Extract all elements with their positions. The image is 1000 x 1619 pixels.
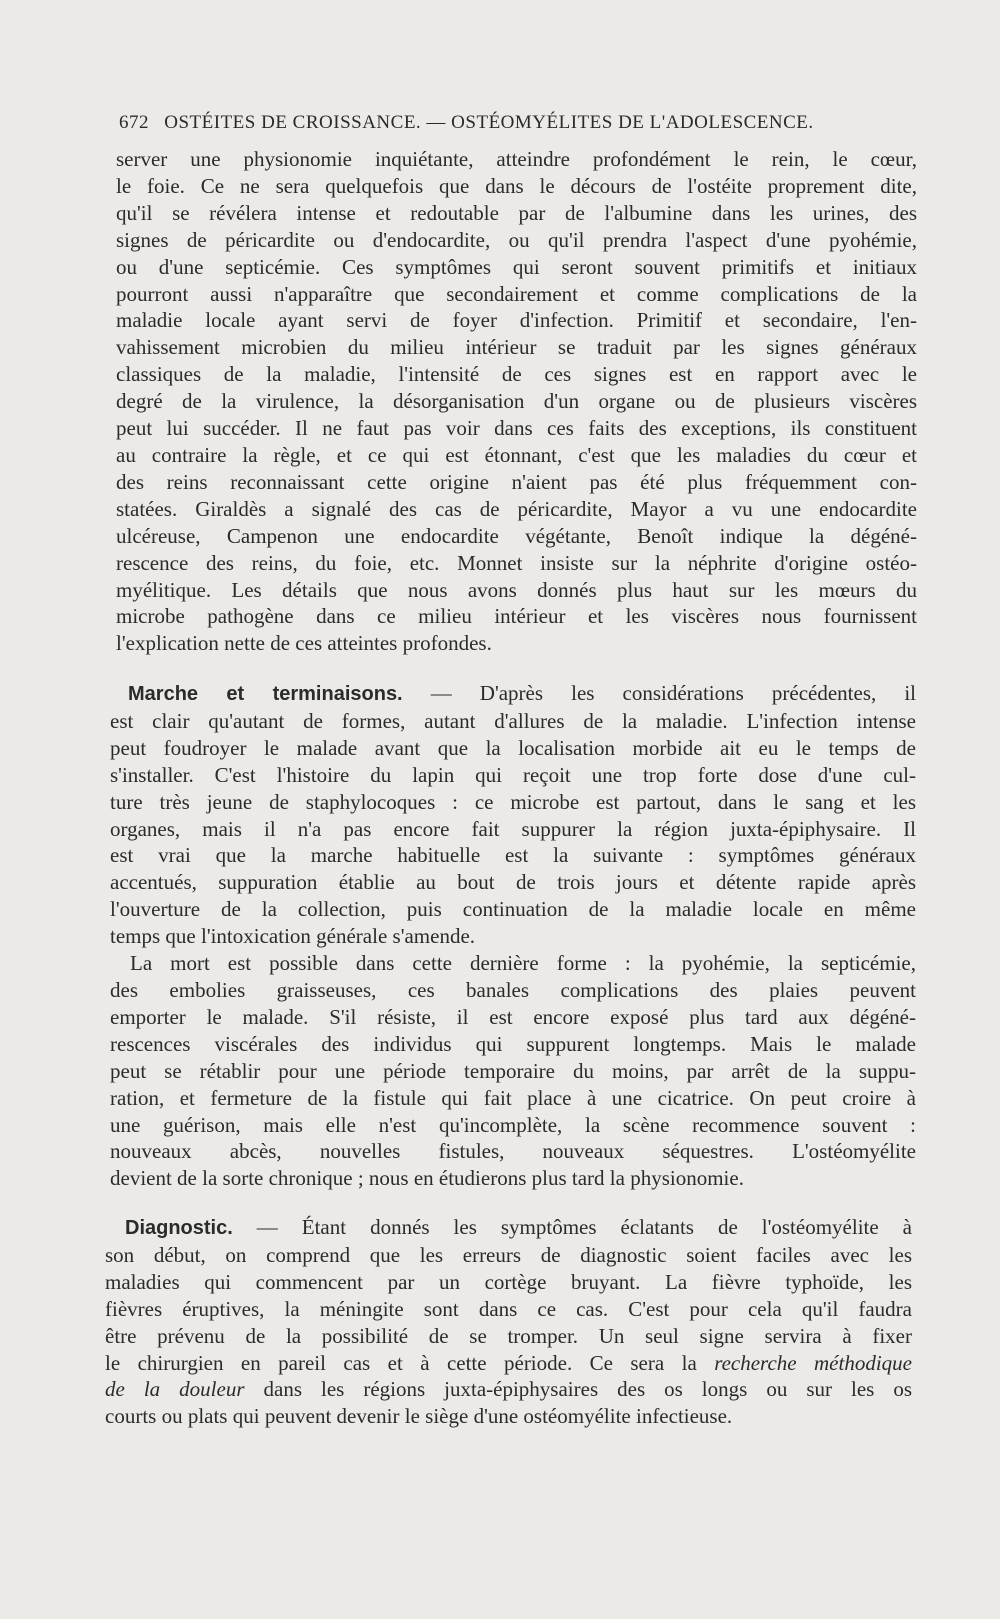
text-line: vahissement microbien du milieu intérieur se traduit par les signes généraux [116, 335, 917, 360]
text-line: l'ouverture de la collection, puis continuation de la maladie locale en même [110, 897, 916, 922]
text-line: le foie. Ce ne sera quelquefois que dans le décours de l'ostéite proprement dite, [116, 173, 917, 198]
text-line: maladie locale ayant servi de foyer d'infection. Primitif et secondaire, l'en- [116, 308, 917, 333]
text-line: pourront aussi n'apparaître que secondairement et comme complications de la [116, 281, 917, 306]
italic-emphasis: recherche méthodique [714, 1350, 912, 1375]
italic-emphasis: de la douleur [105, 1377, 245, 1402]
paragraph-continuation [116, 146, 917, 657]
running-title: OSTÉITES DE CROISSANCE. — OSTÉOMYÉLITES DE L'ADOLESCENCE. [164, 112, 814, 133]
text-line: rescences viscérales des individus qui suppurent longtemps. Mais le malade [110, 1031, 916, 1056]
text-fragment: le chirurgien en pareil cas et à cette période. Ce sera la [105, 1350, 715, 1375]
section-first-line [110, 680, 916, 708]
text-line: ulcéreuse, Campenon une endocardite végétante, Benoît indique la dégéné- [116, 523, 917, 548]
text-line: être prévenu de la possibilité de se tromper. Un seul signe servira à fixer [105, 1323, 912, 1348]
text-line: courts ou plats qui peuvent devenir le siège d'une ostéomyélite infectieuse. [105, 1404, 733, 1429]
text-line: des reins reconnaissant cette origine n'aient pas été plus fréquemment con- [116, 469, 917, 494]
text-line: nouveaux abcès, nouvelles fistules, nouveaux séquestres. L'ostéomyélite [110, 1139, 916, 1164]
text-fragment: — Étant donnés les symptômes éclatants de l'ostéomyélite à [232, 1215, 912, 1239]
text-line: au contraire la règle, et ce qui est étonnant, c'est que les maladies du cœur et [116, 442, 917, 467]
text-line: qu'il se révélera intense et redoutable par de l'albumine dans les urines, des [116, 200, 917, 225]
text-line: peut lui succéder. Il ne faut pas voir dans ces faits des exceptions, ils constituent [116, 416, 917, 441]
text-line: fièvres éruptives, la méningite sont dans ce cas. C'est pour cela qu'il faudra [105, 1296, 912, 1321]
text-line: devient de la sorte chronique ; nous en étudierons plus tard la physionomie. [110, 1166, 744, 1191]
section-heading-marche: Marche et terminaisons. [128, 683, 403, 705]
text-line: maladies qui commencent par un cortège bruyant. La fièvre typhoïde, les [105, 1269, 912, 1294]
text-line: ou d'une septicémie. Ces symptômes qui seront souvent primitifs et initiaux [116, 254, 917, 279]
text-line: rescence des reins, du foie, etc. Monnet insiste sur la néphrite d'origine ostéo- [116, 550, 917, 575]
text-line: organes, mais il n'a pas encore fait suppurer la région juxta-épiphysaire. Il [110, 816, 916, 841]
text-line [105, 1350, 912, 1377]
text-line: temps que l'intoxication générale s'amende. [110, 924, 476, 949]
text-line: accentués, suppuration établie au bout de trois jours et détente rapide après [110, 870, 916, 895]
text-line [105, 1376, 912, 1403]
text-line: l'explication nette de ces atteintes profondes. [116, 631, 492, 656]
text-line: peut foudroyer le malade avant que la localisation morbide ait eu le temps de [110, 735, 916, 760]
text-line: La mort est possible dans cette dernière forme : la pyohémie, la septicémie, [130, 951, 916, 976]
page-number: 672 [119, 112, 149, 133]
text-line: statées. Giraldès a signalé des cas de péricardite, Mayor a vu une endocardite [116, 496, 917, 521]
text-line: classiques de la maladie, l'intensité de ces signes est en rapport avec le [116, 362, 917, 387]
text-line: une guérison, mais elle n'est qu'incomplète, la scène recommence souvent : [110, 1112, 916, 1137]
text-line: ration, et fermeture de la fistule qui fait place à une cicatrice. On peut croire à [110, 1085, 916, 1110]
page-header [119, 112, 914, 134]
text-line: microbe pathogène dans ce milieu intérieur et les viscères nous fournissent [116, 604, 917, 629]
text-fragment: dans les régions juxta-épiphysaires des os longs ou sur les os [244, 1377, 912, 1402]
section-marche [110, 680, 916, 1192]
section-heading-diagnostic: Diagnostic. [125, 1217, 233, 1239]
text-line: ture très jeune de staphylocoques : ce microbe est partout, dans le sang et les [110, 789, 916, 814]
text-line: emporter le malade. S'il résiste, il est encore exposé plus tard aux dégéné- [110, 1004, 916, 1029]
text-line: son début, on comprend que les erreurs de diagnostic soient faciles avec les [105, 1242, 912, 1267]
text-line: signes de péricardite ou d'endocardite, ou qu'il prendra l'aspect d'une pyohémie, [116, 227, 917, 252]
text-line: est vrai que la marche habituelle est la suivante : symptômes généraux [110, 843, 916, 868]
section-diagnostic [105, 1214, 912, 1430]
text-line: peut se rétablir pour une période temporaire du moins, par arrêt de la suppu- [110, 1058, 916, 1083]
section-first-line [105, 1214, 912, 1242]
text-line: degré de la virulence, la désorganisation d'un organe ou de plusieurs viscères [116, 389, 917, 414]
text-line: server une physionomie inquiétante, atteindre profondément le rein, le cœur, [116, 147, 917, 171]
text-line: s'installer. C'est l'histoire du lapin qui reçoit une trop forte dose d'une cul- [110, 762, 916, 787]
text-line: est clair qu'autant de formes, autant d'allures de la maladie. L'infection intense [110, 708, 916, 733]
text-line: myélitique. Les détails que nous avons donnés plus haut sur les mœurs du [116, 577, 917, 602]
text-fragment: — D'après les considérations précédentes, il [402, 681, 916, 705]
text-line: des embolies graisseuses, ces banales complications des plaies peuvent [110, 977, 916, 1002]
